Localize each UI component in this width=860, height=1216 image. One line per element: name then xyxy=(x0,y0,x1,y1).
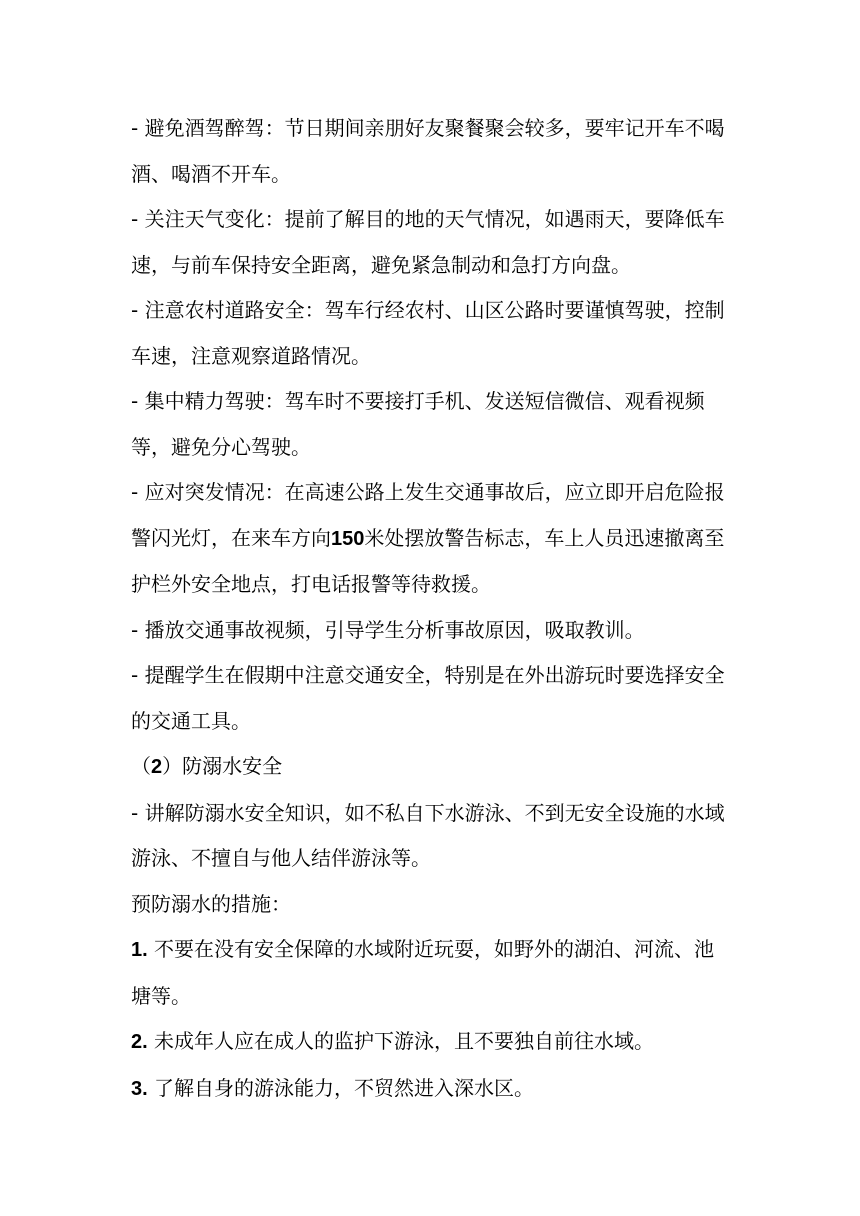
heading-text: ）防溺水安全 xyxy=(162,754,283,778)
section-number: 2 xyxy=(151,756,163,778)
paragraph-text: 关注天气变化：提前了解目的地的天气情况，如遇雨天，要降低车速，与前车保持安全距离，避免紧急制动和急打方向盘。 xyxy=(131,207,725,277)
bullet-dash: - xyxy=(131,480,145,504)
bullet-dash: - xyxy=(131,116,145,140)
list-item-2 xyxy=(131,1019,731,1066)
bullet-dash: - xyxy=(131,298,145,322)
paragraph-text: 避免酒驾醉驾：节日期间亲朋好友聚餐聚会较多，要牢记开车不喝酒、喝酒不开车。 xyxy=(131,116,725,186)
paragraph-prevention-title xyxy=(131,882,731,928)
paragraph-text: 了解自身的游泳能力，不贸然进入深水区。 xyxy=(147,1075,535,1100)
bullet-dash: - xyxy=(131,800,145,825)
paragraph-emergency xyxy=(131,470,731,608)
paragraph-drowning-knowledge xyxy=(131,791,731,882)
bullet-dash: - xyxy=(131,389,145,413)
paragraph-text: 未成年人应在成人的监护下游泳，且不要独自前往水域。 xyxy=(147,1029,655,1053)
paragraph-rural-roads xyxy=(131,288,731,379)
paragraph-text: 集中精力驾驶：驾车时不要接打手机、发送短信微信、观看视频等，避免分心驾驶。 xyxy=(131,389,705,459)
paragraph-drunk-driving xyxy=(131,106,731,197)
paragraph-text: 米处摆放警告标志，车上人员迅速撤离至护栏外安全地点，打电话报警等待救援。 xyxy=(131,525,725,596)
paragraph-remind-students xyxy=(131,653,731,744)
list-number: 1. xyxy=(131,939,148,961)
paragraph-accident-video xyxy=(131,608,731,654)
paragraph-text: 应对突发情况：在高速公路上发生交通事故后，应立即开启危险报警闪光灯，在来车方向 xyxy=(131,480,725,550)
bullet-dash: - xyxy=(131,617,145,642)
section-heading-drowning xyxy=(131,744,731,791)
paragraph-text: 播放交通事故视频，引导学生分析事故原因，吸取教训。 xyxy=(144,617,645,642)
paragraph-text: 不要在没有安全保障的水域附近玩耍，如野外的湖泊、河流、池塘等。 xyxy=(131,937,715,1008)
list-number: 2. xyxy=(131,1031,148,1053)
paragraph-text: 讲解防溺水安全知识，如不私自下水游泳、不到无安全设施的水域游泳、不擅自与他人结伴游泳等。 xyxy=(131,800,725,870)
paragraph-weather xyxy=(131,197,731,288)
paragraph-focus-driving xyxy=(131,379,731,470)
bullet-dash: - xyxy=(131,207,145,231)
list-item-3 xyxy=(131,1066,731,1113)
list-number: 3. xyxy=(131,1077,148,1100)
heading-paren-open: （ xyxy=(131,754,151,778)
paragraph-text: 预防溺水的措施： xyxy=(131,891,291,916)
paragraph-text: 注意农村道路安全：驾车行经农村、山区公路时要谨慎驾驶，控制车速，注意观察道路情况。 xyxy=(131,298,725,368)
bullet-dash: - xyxy=(131,663,145,687)
paragraph-text: 提醒学生在假期中注意交通安全，特别是在外出游玩时要选择安全的交通工具。 xyxy=(131,663,725,733)
distance-number: 150 xyxy=(331,527,365,550)
document-body xyxy=(131,106,731,1112)
list-item-1 xyxy=(131,927,731,1019)
